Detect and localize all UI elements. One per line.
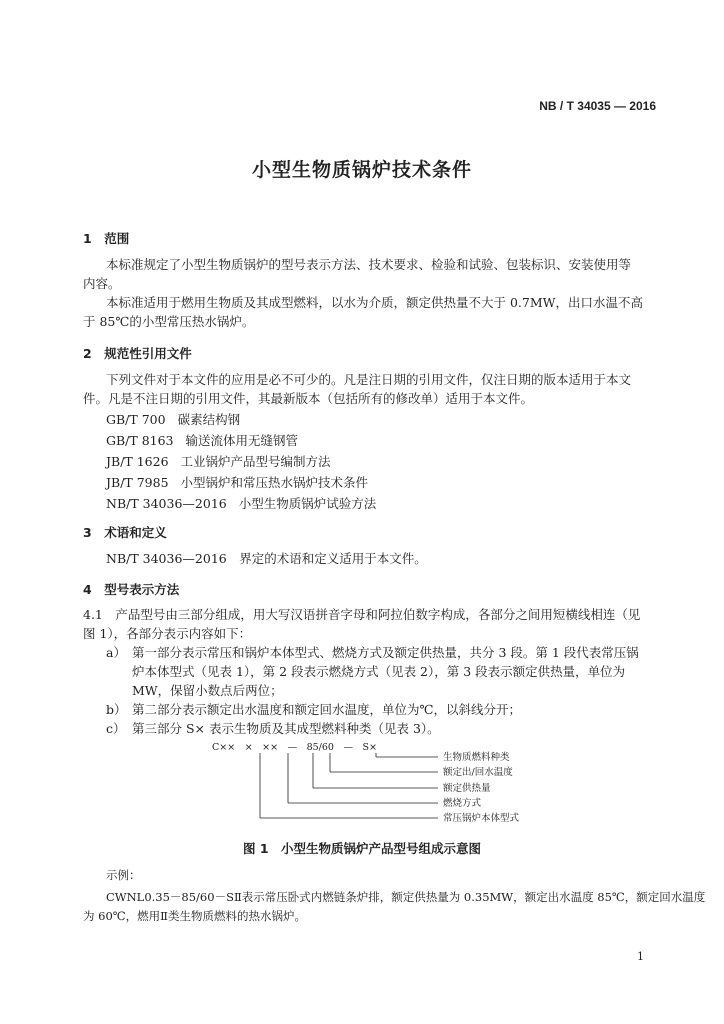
- document-title: 小型生物质锅炉技术条件: [251, 159, 472, 181]
- reference-item: [106, 473, 368, 491]
- section-3-para: NB/T 34036—2016 界定的术语和定义适用于本文件。: [106, 551, 427, 566]
- reference-item: [106, 452, 331, 470]
- list-item-b: 第二部分表示额定出水温度和额定回水温度，单位为℃，以斜线分开；: [132, 702, 521, 717]
- model-structure-diagram: [210, 740, 540, 830]
- reference-title: 碳素结构钢: [177, 412, 241, 427]
- section-2-para-line-1: 下列文件对于本文件的应用是必不可少的。凡是注日期的引用文件，仅注日期的版本适用于本文: [106, 372, 632, 387]
- section-3-heading: 3 术语和定义: [83, 525, 167, 540]
- reference-code: GB/T 8163: [106, 433, 174, 448]
- example-line-2: 为 60℃，燃用Ⅱ类生物质燃料的热水锅炉。: [83, 909, 306, 923]
- example-line-1: CWNL0.35－85/60－SⅡ表示常压卧式内燃链条炉排，额定供热量为 0.35MW，额定出水温度 85℃，额定回水温度: [106, 890, 706, 904]
- list-item-a-line-1: 第一部分表示常压和锅炉本体型式、燃烧方式及额定供热量，共分 3 段。第 1 段代表常压锅: [132, 645, 639, 660]
- section-1-heading: 1 范围: [83, 231, 130, 246]
- reference-code: JB/T 1626: [106, 454, 169, 469]
- section-1-para-1-line-1: 本标准规定了小型生物质锅炉的型号表示方法、技术要求、检验和试验、包装标识、安装使用等: [106, 257, 632, 272]
- reference-item: [106, 494, 376, 512]
- figure-caption: 图 1 小型生物质锅炉产品型号组成示意图: [242, 841, 482, 856]
- section-1-para-2-line-1: 本标准适用于燃用生物质及其成型燃料，以水为介质，额定供热量不大于 0.7MW，出口水温不高: [106, 295, 644, 310]
- section-1-para-2-line-2: 于 85℃的小型常压热水锅炉。: [83, 314, 255, 329]
- list-marker-a: a）: [106, 645, 126, 660]
- section-2-heading: 2 规范性引用文件: [83, 346, 192, 361]
- label-boiler-body-type: 常压锅炉本体型式: [443, 813, 520, 824]
- diagram-leader-lines: [260, 753, 438, 818]
- label-heat-supply: 额定供热量: [443, 783, 491, 794]
- reference-item: [106, 431, 298, 449]
- standard-number: NB / T 34035 — 2016: [539, 99, 656, 113]
- label-water-temperature: 额定出/回水温度: [443, 767, 513, 778]
- reference-title: 输送流体用无缝钢管: [185, 433, 299, 448]
- label-fuel-type: 生物质燃料种类: [443, 752, 510, 763]
- page-number: 1: [637, 950, 644, 963]
- list-marker-b: b）: [106, 702, 127, 717]
- list-marker-c: c）: [106, 721, 126, 736]
- section-4-heading: 4 型号表示方法: [83, 582, 180, 597]
- example-label: 示例：: [106, 868, 141, 882]
- list-item-c: 第三部分 S× 表示生物质及其成型燃料种类（见表 3）。: [132, 721, 440, 736]
- section-2-para-line-2: 件。凡是不注日期的引用文件，其最新版本（包括所有的修改单）适用于本文件。: [83, 391, 534, 406]
- list-item-a-line-2: 炉本体型式（见表 1），第 2 段表示燃烧方式（见表 2），第 3 段表示额定供热量，单位为: [132, 664, 626, 679]
- reference-code: JB/T 7985: [106, 475, 169, 490]
- list-item-a-line-3: MW，保留小数点后两位；: [132, 683, 283, 698]
- clause-4-1-line-1: 4.1 产品型号由三部分组成，用大写汉语拼音字母和阿拉伯数字构成，各部分之间用短横线相连（见: [83, 607, 641, 622]
- reference-title: 小型生物质锅炉试验方法: [238, 496, 377, 511]
- reference-code: NB/T 34036—2016: [106, 496, 227, 511]
- clause-4-1-line-2: 图 1），各部分表示内容如下：: [83, 626, 252, 641]
- reference-title: 小型锅炉和常压热水锅炉技术条件: [180, 475, 369, 490]
- section-1-para-1-line-2: 内容。: [83, 276, 121, 291]
- model-code-template: C×× × ×× — 85/60 — S×: [212, 742, 377, 753]
- reference-item: [106, 410, 240, 428]
- reference-code: GB/T 700: [106, 412, 166, 427]
- reference-title: 工业锅炉产品型号编制方法: [180, 454, 331, 469]
- label-combustion-mode: 燃烧方式: [443, 798, 482, 809]
